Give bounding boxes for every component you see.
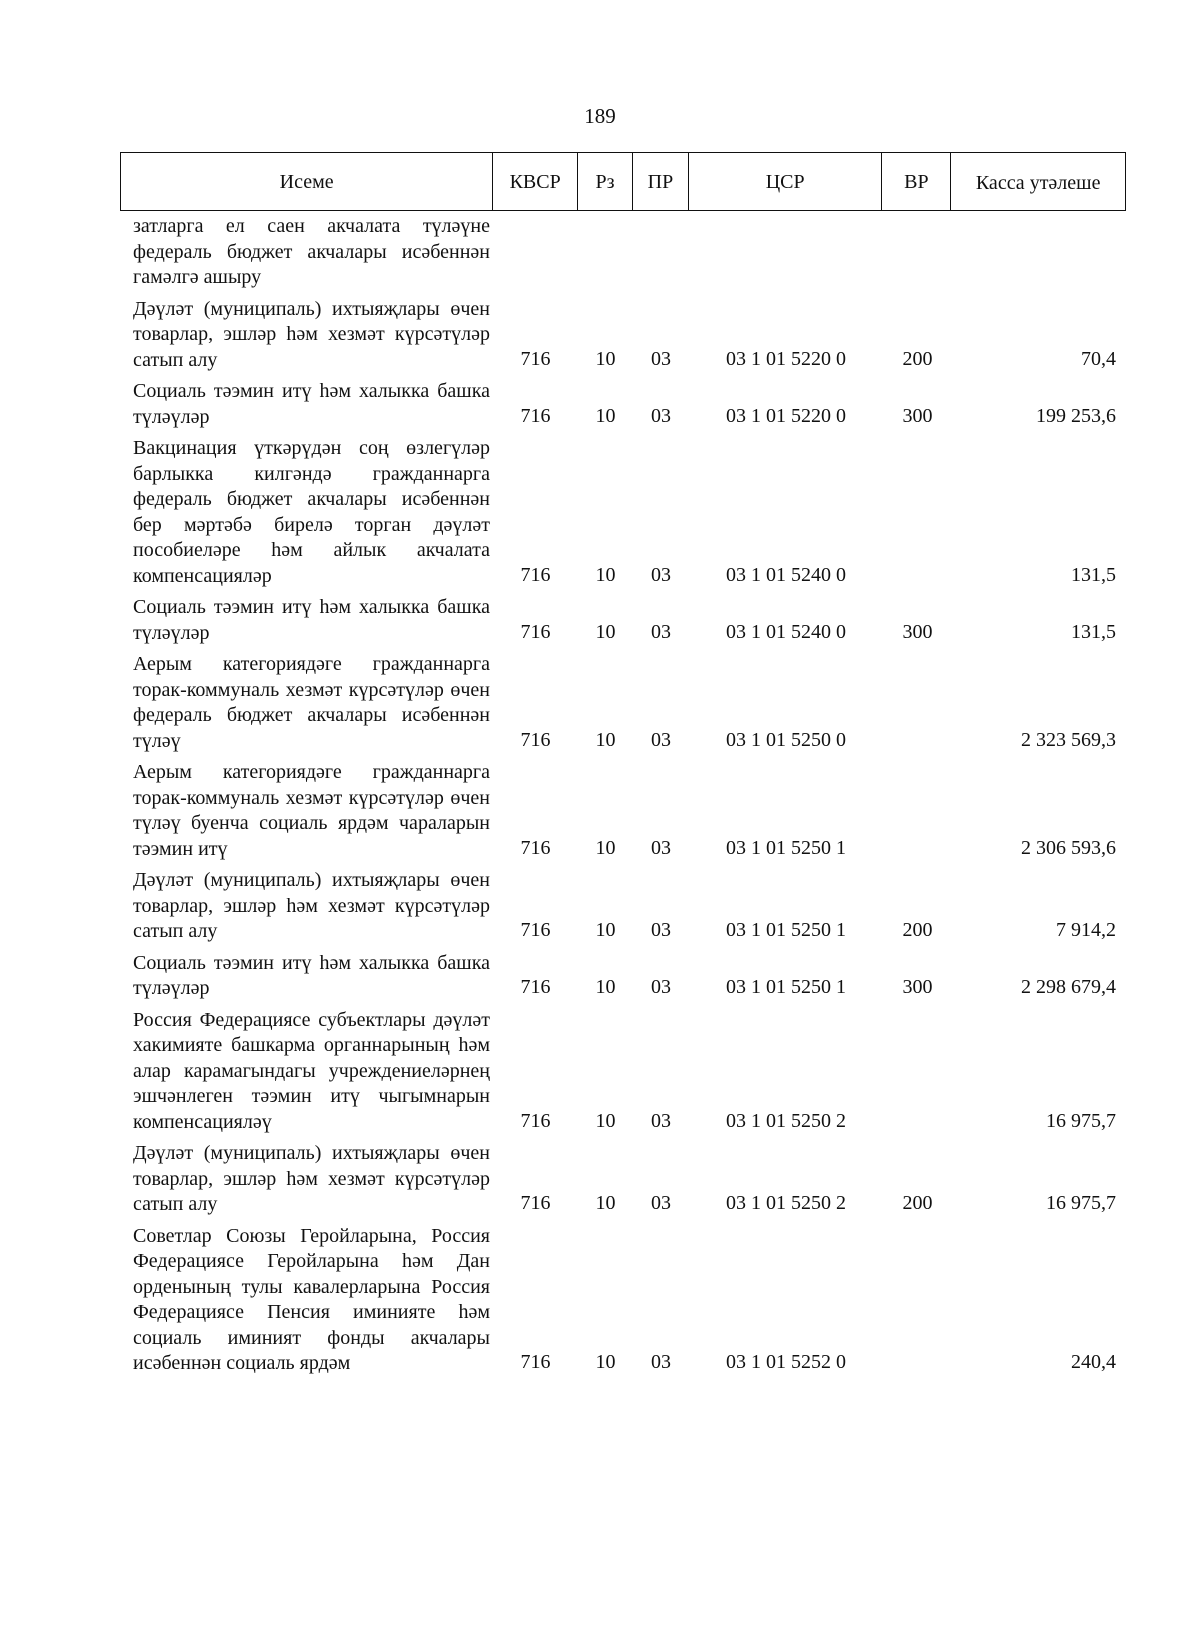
row-vr — [883, 861, 952, 862]
table-row — [120, 1224, 1126, 1377]
table-header — [120, 152, 1126, 211]
header-pr: ПР — [633, 153, 689, 210]
row-pr: 03 — [651, 347, 671, 370]
row-pr: 03 — [651, 1109, 671, 1132]
row-rz: 10 — [595, 620, 616, 643]
row-kassa: 7 914,2 — [1056, 919, 1116, 941]
row-pr — [633, 290, 689, 291]
row-vr: 300 — [902, 404, 933, 427]
table-row — [120, 951, 1126, 1002]
row-name: Социаль тәэмин итү һәм халыкка башка түләүләр — [133, 951, 490, 999]
table-row — [120, 652, 1126, 754]
row-kvsr: 716 — [520, 1109, 551, 1132]
row-kassa — [952, 290, 1126, 291]
row-name: Аерым категориядәге гражданнарга торак-коммуналь хезмәт күрсәтүләр өчен федераль бюджет акчалары исәбеннән түләү — [133, 653, 490, 752]
row-kassa: 16 975,7 — [1046, 1192, 1116, 1214]
page-number: 189 — [584, 104, 616, 128]
row-rz: 10 — [595, 404, 616, 427]
row-name: Дәүләт (муниципаль) ихтыяҗлары өчен товарлар, эшләр һәм хезмәт күрсәтүләр сатып алу — [133, 1142, 490, 1215]
row-vr: 300 — [902, 620, 933, 643]
row-kvsr: 716 — [520, 976, 551, 998]
row-rz: 10 — [595, 728, 616, 751]
row-kassa: 199 253,6 — [1036, 404, 1116, 427]
row-rz: 10 — [595, 919, 616, 941]
row-vr — [883, 1134, 952, 1135]
header-kassa: Касса утәлеше — [975, 171, 1101, 194]
header-rz: Рз — [578, 153, 633, 210]
row-vr: 200 — [902, 347, 933, 370]
row-kvsr: 716 — [520, 563, 551, 586]
row-kvsr: 716 — [520, 1192, 551, 1214]
table-row — [120, 1141, 1126, 1218]
row-csr: 03 1 01 5250 1 — [726, 836, 846, 859]
header-kvsr: КВСР — [493, 153, 578, 210]
row-kassa: 131,5 — [1071, 563, 1116, 586]
table-row — [120, 379, 1126, 430]
row-csr: 03 1 01 5250 1 — [726, 919, 846, 941]
row-rz: 10 — [595, 976, 616, 998]
row-pr: 03 — [651, 919, 671, 941]
table-row — [120, 1008, 1126, 1136]
row-name: Советлар Союзы Геройларына, Россия Федерациясе Геройларына һәм Дан орденының тулы кавалерларына Россия Федерациясе Пенсия иминияте һәм социаль иминият фонды акчалары исәбеннән социаль ярдәм — [133, 1224, 490, 1374]
row-rz: 10 — [595, 1192, 616, 1214]
row-pr: 03 — [651, 976, 671, 998]
row-kvsr: 716 — [520, 347, 551, 370]
table-row — [120, 436, 1126, 589]
row-kvsr: 716 — [520, 404, 551, 427]
row-pr: 03 — [651, 728, 671, 751]
row-kvsr: 716 — [520, 836, 551, 859]
row-name: Аерым категориядәге гражданнарга торак-коммуналь хезмәт күрсәтүләр өчен түләү буенча социаль ярдәм чараларын тәэмин итү — [133, 761, 490, 860]
row-kassa: 2 306 593,6 — [1021, 836, 1116, 859]
row-kvsr: 716 — [520, 620, 551, 643]
row-name: затларга ел саен акчалата түләүне федераль бюджет акчалары исәбеннән гамәлгә ашыру — [133, 215, 490, 288]
row-rz: 10 — [595, 563, 616, 586]
row-csr: 03 1 01 5240 0 — [726, 620, 846, 643]
row-vr: 200 — [902, 1192, 933, 1214]
row-name: Социаль тәэмин итү һәм халыкка башка түләүләр — [133, 596, 490, 644]
row-vr — [883, 290, 952, 291]
row-rz: 10 — [595, 1109, 616, 1132]
row-name: Вакцинация үткәрүдән соң өзлегүләр барлыкка килгәндә гражданнарга федераль бюджет акчалары исәбеннән бер мәртәбә бирелә торган дәүләт пособиеләре һәм айлык акчалата компенсацияләр — [133, 437, 490, 587]
row-rz: 10 — [595, 836, 616, 859]
header-csr: ЦСР — [689, 153, 883, 210]
row-vr: 200 — [902, 919, 933, 941]
row-rz: 10 — [595, 1351, 616, 1373]
row-kassa: 240,4 — [1071, 1351, 1116, 1373]
row-vr — [883, 753, 952, 754]
table-row — [120, 868, 1126, 945]
row-pr: 03 — [651, 1351, 671, 1373]
row-name: Социаль тәэмин итү һәм халыкка башка түләүләр — [133, 380, 490, 428]
row-kassa: 2 298 679,4 — [1021, 976, 1116, 998]
row-kvsr: 716 — [520, 919, 551, 941]
row-kassa: 16 975,7 — [1046, 1109, 1116, 1132]
row-csr: 03 1 01 5220 0 — [726, 404, 846, 427]
row-csr — [689, 290, 883, 291]
row-vr: 300 — [902, 976, 933, 998]
row-vr — [883, 1376, 952, 1377]
row-pr: 03 — [651, 836, 671, 859]
row-kvsr: 716 — [520, 728, 551, 751]
row-kassa: 131,5 — [1071, 620, 1116, 643]
row-pr: 03 — [651, 620, 671, 643]
table-row — [120, 214, 1126, 291]
table-row — [120, 595, 1126, 646]
row-pr: 03 — [651, 404, 671, 427]
row-rz: 10 — [595, 347, 616, 370]
row-csr: 03 1 01 5220 0 — [726, 347, 846, 370]
row-pr: 03 — [651, 1192, 671, 1214]
table-row — [120, 297, 1126, 374]
row-csr: 03 1 01 5252 0 — [726, 1351, 846, 1373]
header-name: Исеме — [121, 153, 493, 210]
table-body — [120, 214, 1126, 1383]
row-pr: 03 — [651, 563, 671, 586]
row-name: Дәүләт (муниципаль) ихтыяҗлары өчен товарлар, эшләр һәм хезмәт күрсәтүләр сатып алу — [133, 869, 490, 942]
header-vr: ВР — [882, 153, 951, 210]
row-csr: 03 1 01 5250 2 — [726, 1192, 846, 1214]
row-csr: 03 1 01 5250 1 — [726, 976, 846, 998]
row-kassa: 2 323 569,3 — [1021, 728, 1116, 751]
row-kvsr: 716 — [520, 1351, 551, 1373]
row-name: Россия Федерациясе субъектлары дәүләт хакимияте башкарма органнарының һәм алар карамагындагы учреждениеләрнең эшчәнлеген тәэмин итү чыгымнарын компенсацияләү — [133, 1008, 490, 1133]
row-csr: 03 1 01 5250 2 — [726, 1109, 846, 1132]
row-kassa: 70,4 — [1081, 347, 1116, 370]
row-rz — [578, 290, 633, 291]
row-csr: 03 1 01 5250 0 — [726, 728, 846, 751]
table-row — [120, 760, 1126, 862]
row-vr — [883, 588, 952, 589]
row-name: Дәүләт (муниципаль) ихтыяҗлары өчен товарлар, эшләр һәм хезмәт күрсәтүләр сатып алу — [133, 297, 490, 371]
row-csr: 03 1 01 5240 0 — [726, 563, 846, 586]
row-kvsr — [493, 290, 578, 291]
